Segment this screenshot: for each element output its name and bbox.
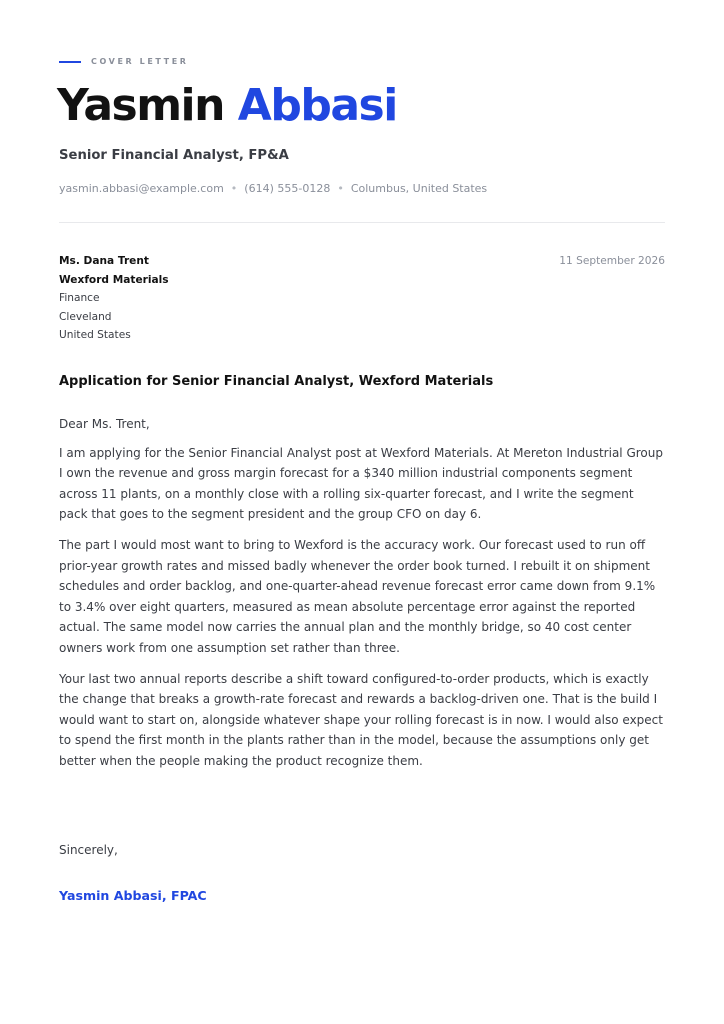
applicant-name xyxy=(57,79,397,133)
contact-email[interactable]: yasmin.abbasi@example.com xyxy=(59,182,224,195)
applicant-first-name: Yasmin xyxy=(57,80,224,131)
body-paragraph: Your last two annual reports describe a shift toward configured-to-order products, which is exactly the change that breaks a growth-rate forecast and rewards a backlog-driven one. That is the build I would want to start on, alongside whatever shape your rolling forecast is in now. I would also expect to spend the first month in the plants rather than in the model, because the assumptions only get better when the people making the product recognize them. xyxy=(59,671,663,768)
contact-separator: • xyxy=(337,182,344,195)
eyebrow-label: COVER LETTER xyxy=(91,57,189,66)
body-paragraph: The part I would most want to bring to Wexford is the accuracy work. Our forecast used to run off prior-year growth rates and missed badly whenever the order book turned. I rebuilt it on shipment schedules and order backlog, and one-quarter-ahead revenue forecast error came down from 9.1% to 3.4% over eight quarters, measured as mean absolute percentage error against the reported actual. The same model now carries the annual plan and the monthly bridge, so 40 cost center owners work from one assumption set rather than three. xyxy=(59,537,656,655)
contact-phone[interactable]: (614) 555-0128 xyxy=(244,182,331,195)
recipient-city: Cleveland xyxy=(59,310,112,323)
applicant-role: Senior Financial Analyst, FP&A xyxy=(59,148,289,163)
contact-line xyxy=(59,182,487,195)
header-divider xyxy=(59,222,665,223)
recipient-company: Wexford Materials xyxy=(59,273,169,286)
signature: Yasmin Abbasi, FPAC xyxy=(59,888,207,903)
applicant-last-name: Abbasi xyxy=(237,80,397,131)
recipient-country: United States xyxy=(59,329,131,342)
contact-separator: • xyxy=(230,182,238,195)
recipient-department: Finance xyxy=(59,292,100,305)
recipient-name: Ms. Dana Trent xyxy=(59,255,149,267)
recipient-block xyxy=(59,252,169,345)
body-paragraph: I am applying for the Senior Financial Analyst post at Wexford Materials. At Mereton Industrial Group I own the revenue and gross margin forecast for a $340 million industrial components segment across 11 plants, on a monthly close with a rolling six-quarter forecast, and I write the segment pack that goes to the segment president and the group CFO on day 6. xyxy=(59,445,663,522)
eyebrow-rule xyxy=(59,61,81,63)
letter-body xyxy=(59,414,665,782)
closing: Sincerely, xyxy=(59,843,118,857)
eyebrow xyxy=(59,57,189,66)
contact-location: Columbus, United States xyxy=(350,182,488,195)
letter-subject: Application for Senior Financial Analyst, Wexford Materials xyxy=(59,374,494,389)
salutation: Dear Ms. Trent, xyxy=(59,417,150,431)
letter-date: 11 September 2026 xyxy=(559,255,665,267)
